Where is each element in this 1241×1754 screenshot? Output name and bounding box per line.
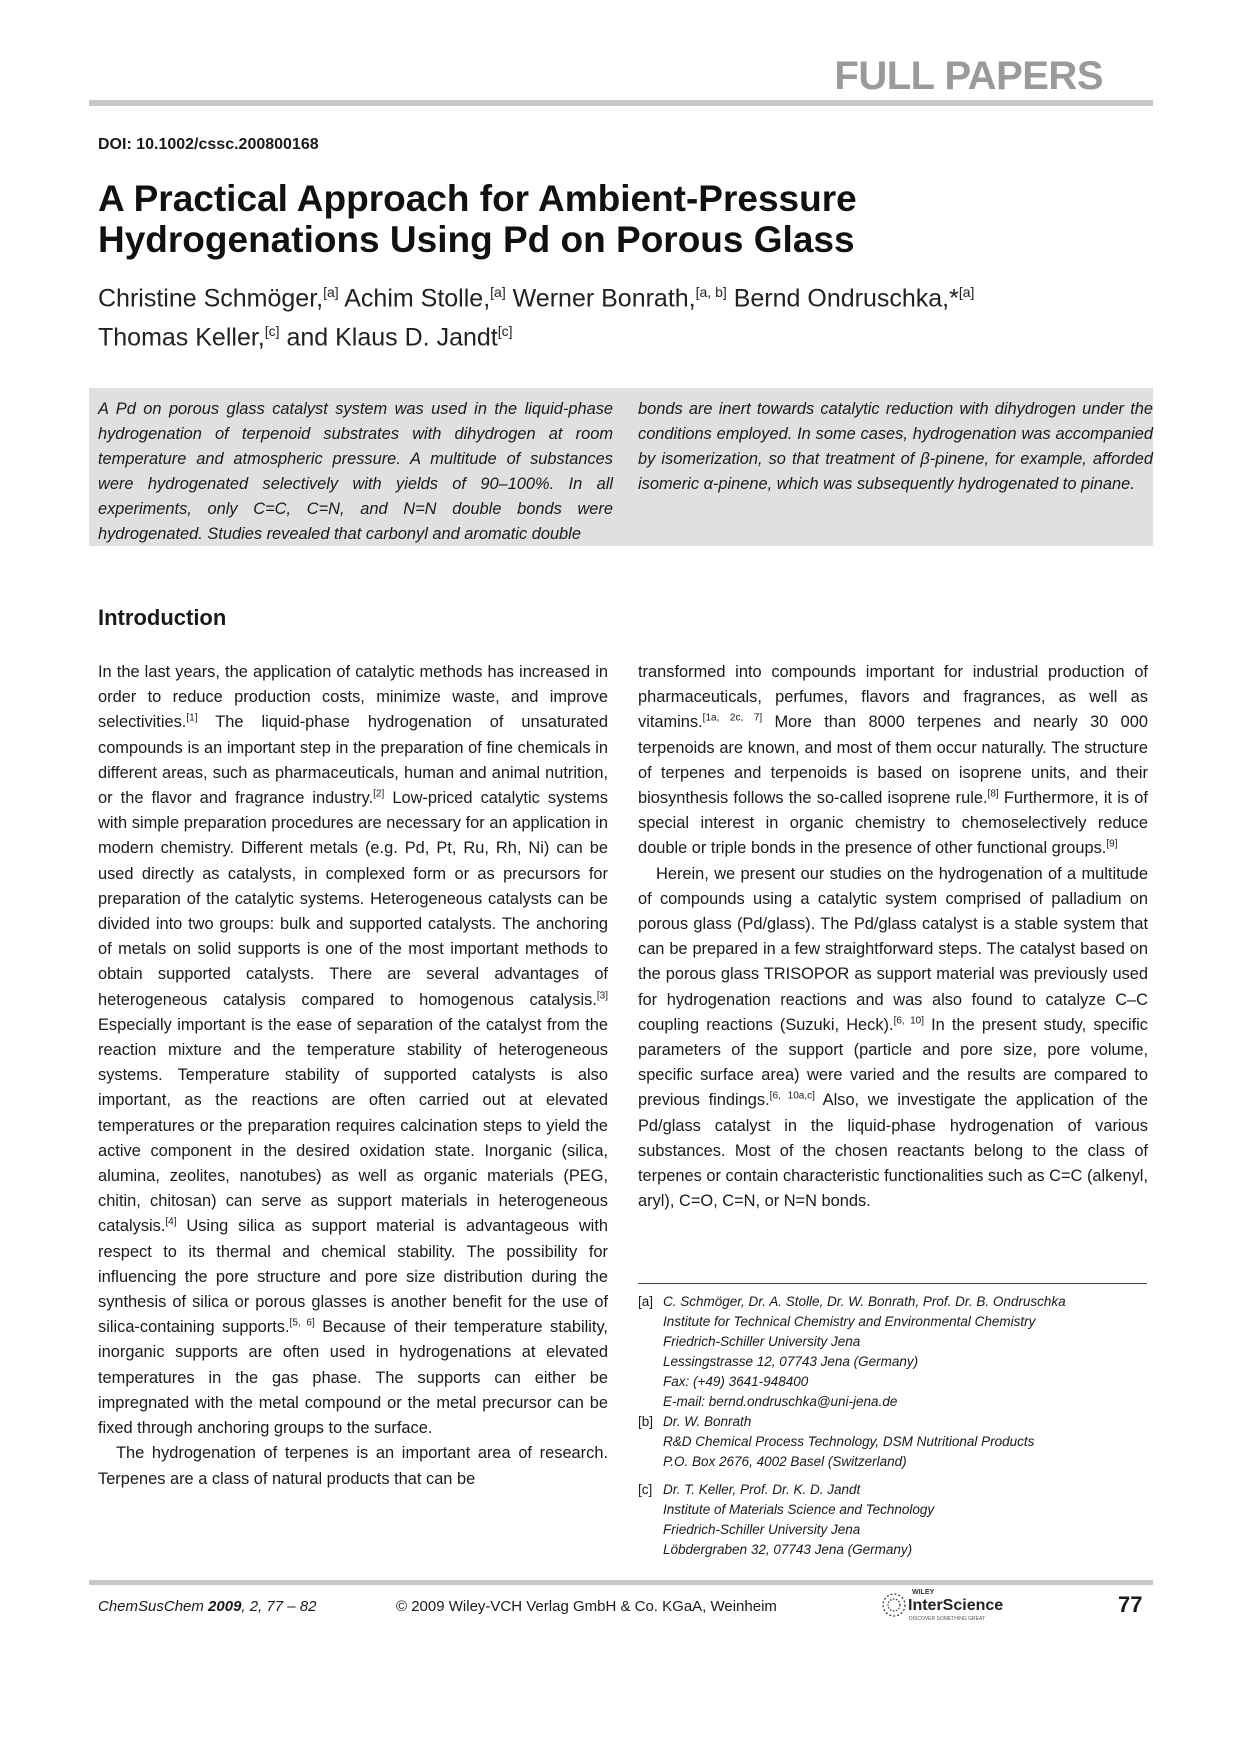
affiliation-line: E-mail: bernd.ondruschka@uni-jena.de xyxy=(663,1394,898,1409)
text: Also, we investigate the application of the Pd/glass catalyst in the liquid-phase hydrogenation of various substances. Most of the chosen reactants belong to the class of terpenes or contain characteristic functionalities such as C=C (alkenyl, aryl), C=O, C=N, or N=N bonds. xyxy=(638,1091,1148,1211)
text: transformed into compounds important for industrial production of pharmaceuticals, perfumes, flavors and fragrances, as well as vitamins. xyxy=(638,663,1148,732)
author-name: Werner Bonrath, xyxy=(505,284,696,313)
affiliation-line: Fax: (+49) 3641-948400 xyxy=(663,1374,809,1389)
affiliation-line: P.O. Box 2676, 4002 Basel (Switzerland) xyxy=(663,1454,907,1469)
affiliation-text xyxy=(663,1480,1153,1560)
abstract-right-column xyxy=(638,397,1153,497)
paragraph: The hydrogenation of terpenes is an important area of research. Terpenes are a class of natural products that can be xyxy=(98,1444,608,1488)
journal-name: ChemSusChem xyxy=(98,1598,209,1615)
text: More than 8000 terpenes and nearly 30 000 terpenoids are known, and most of them occur naturally. The structure of terpenes and terpenoids is based on isoprene units, and their biosynthesis follows the so-called isoprene rule. xyxy=(638,713,1148,808)
affiliation-marker: [a] xyxy=(490,284,506,300)
author-name: and Klaus D. Jandt xyxy=(279,323,498,352)
body-right-column xyxy=(638,660,1148,1214)
affiliation-line: R&D Chemical Process Technology, DSM Nutritional Products xyxy=(663,1434,1035,1449)
author-name: Thomas Keller, xyxy=(98,323,265,352)
affiliation-line: Lessingstrasse 12, 07743 Jena (Germany) xyxy=(663,1354,919,1369)
affiliation-rule xyxy=(638,1283,1147,1284)
logo-interscience: InterScience xyxy=(908,1597,1004,1614)
author-line-2 xyxy=(98,315,1118,354)
affiliation-a xyxy=(638,1292,1153,1412)
affiliation-line: C. Schmöger, Dr. A. Stolle, Dr. W. Bonrath, Prof. Dr. B. Ondruschka xyxy=(663,1294,1066,1309)
text: The liquid-phase hydrogenation of unsaturated compounds is an important step in the preparation of fine chemicals in different areas, such as pharmaceuticals, human and animal nutrition, or the flavor and fragrance industry. xyxy=(98,713,608,808)
citation: [8] xyxy=(987,788,999,800)
logo-tagline: DISCOVER SOMETHING GREAT xyxy=(909,1616,986,1622)
paragraph xyxy=(638,660,1148,862)
text: Herein, we present our studies on the hydrogenation of a multitude of compounds using a catalytic system comprised of palladium on porous glass (Pd/glass). The Pd/glass catalyst is a stable system that can be prepared in a few straightforward steps. The catalyst based on the porous glass TRISOPOR as support material was previously used for hydrogenation reactions and was also found to catalyze C–C coupling reactions (Suzuki, Heck). xyxy=(638,864,1148,1034)
body-left-column xyxy=(98,660,608,1492)
doi: DOI: 10.1002/cssc.200800168 xyxy=(98,136,319,153)
text: Because of their temperature stability, inorganic supports are often used in hydrogenations at elevated temperatures in the gas phase. The supports can either be impregnated with the metal compound or the metal precursor can be fixed through anchoring groups to the surface. xyxy=(98,1318,608,1438)
affiliation-line: Institute for Technical Chemistry and Environmental Chemistry xyxy=(663,1314,1036,1329)
title-line-1: A Practical Approach for Ambient-Pressure xyxy=(98,178,857,219)
abstract-text: bonds are inert towards catalytic reduction with dihydrogen under the conditions employed. In some cases, hydrogenation was accompanied by isomerization, so that treatment of β-pinene, for example, afforded isomeric α-pinene, which was subsequently hydrogenated to pinane. xyxy=(638,400,1153,493)
abstract-text: A Pd on porous glass catalyst system was used in the liquid-phase hydrogenation of terpenoid substrates with dihydrogen at room temperature and atmospheric pressure. A multitude of substances were hydrogenated selectively with yields of 90–100%. In all experiments, only C=C, C=N, and N=N double bonds were hydrogenated. Studies revealed that carbonyl and aromatic double xyxy=(98,400,613,543)
text: Using silica as support material is advantageous with respect to its thermal and chemical stability. The possibility for influencing the pore structure and pore size distribution during the synthesis of silica or porous glasses is another benefit for the use of silica-containing supports. xyxy=(98,1217,608,1337)
citation: [2] xyxy=(373,788,385,800)
citation: [4] xyxy=(165,1217,177,1228)
affiliation-text xyxy=(663,1412,1153,1472)
citation: [9] xyxy=(1106,838,1118,850)
affiliation-c xyxy=(638,1480,1153,1560)
text: In the present study, specific parameters of the support (particle and pore size, pore volume, specific surface area) were varied and the results are compared to previous findings. xyxy=(638,1015,1148,1110)
affiliation-line: Löbdergraben 32, 07743 Jena (Germany) xyxy=(663,1542,913,1557)
citation: [5, 6] xyxy=(289,1317,315,1329)
citation: [6, 10a,c] xyxy=(769,1090,815,1102)
globe-icon xyxy=(883,1594,905,1616)
affiliation-marker: [a] xyxy=(958,284,975,300)
journal-citation xyxy=(98,1598,316,1615)
interscience-logo xyxy=(878,1585,1038,1625)
affiliation-marker: [c] xyxy=(264,323,280,340)
author-line-1 xyxy=(98,276,1118,315)
article-title xyxy=(98,178,1098,260)
section-heading: Introduction xyxy=(98,605,227,630)
paragraph xyxy=(98,660,608,1441)
copyright: © 2009 Wiley-VCH Verlag GmbH & Co. KGaA, Weinheim xyxy=(396,1598,777,1615)
affiliation-marker: [c] xyxy=(497,323,513,340)
page-number: 77 xyxy=(1118,1592,1143,1617)
author-list xyxy=(98,276,1118,355)
header-rule xyxy=(89,100,1153,106)
journal-year: 2009 xyxy=(208,1598,242,1615)
citation: [1a, 2c, 7] xyxy=(702,712,763,724)
section-label: FULL PAPERS xyxy=(834,54,1103,98)
affiliation-line: Friedrich-Schiller University Jena xyxy=(663,1522,861,1537)
affiliation-marker: [a] xyxy=(323,284,339,300)
abstract-left-column xyxy=(98,397,613,547)
title-line-2: Hydrogenations Using Pd on Porous Glass xyxy=(98,219,855,260)
affiliation-b xyxy=(638,1412,1153,1472)
affiliation-line: Friedrich-Schiller University Jena xyxy=(663,1334,861,1349)
affiliation-line: Dr. T. Keller, Prof. Dr. K. D. Jandt xyxy=(663,1482,861,1497)
author-name: Achim Stolle, xyxy=(338,284,491,313)
citation: [6, 10] xyxy=(893,1015,924,1027)
author-name: Christine Schmöger, xyxy=(98,284,324,313)
paragraph xyxy=(638,862,1148,1215)
citation: [3] xyxy=(596,990,608,1002)
journal-volume: , 2, 77 – 82 xyxy=(241,1598,317,1615)
affiliation-marker: [a, b] xyxy=(695,284,727,300)
text: In the last years, the application of catalytic methods has increased in order to reduce production costs, minimize waste, and improve selectivities. xyxy=(98,663,608,732)
text: Furthermore, it is of special interest in organic chemistry to chemoselectively reduce double or triple bonds in the presence of other functional groups. xyxy=(638,789,1148,858)
affiliation-label: [a] xyxy=(638,1294,654,1309)
affiliation-line: Institute of Materials Science and Technology xyxy=(663,1502,935,1517)
citation: [1] xyxy=(186,712,198,724)
affiliation-text xyxy=(663,1292,1153,1412)
affiliation-label: [b] xyxy=(638,1414,654,1429)
affiliation-label: [c] xyxy=(638,1482,653,1497)
author-name: Bernd Ondruschka,* xyxy=(726,284,959,313)
text: Low-priced catalytic systems with simple preparation procedures are necessary for an application in modern chemistry. Different metals (e.g. Pd, Pt, Ru, Rh, Ni) can be used directly as catalysts, in complexed form or as precursors for preparation of the catalytic systems. Heterogeneous catalysts can be divided into two groups: bulk and supported catalysts. The anchoring of metals on solid supports is one of the most important methods to obtain supported catalysts. There are several advantages of heterogeneous catalysis compared to homogenous catalysis. xyxy=(98,789,608,1009)
logo-wiley: WILEY xyxy=(912,1589,935,1596)
affiliation-line: Dr. W. Bonrath xyxy=(663,1414,752,1429)
text: Especially important is the ease of separation of the catalyst from the reaction mixture and the temperature stability of heterogeneous systems. Temperature stability of supported catalysts is also important, as the reactions are often carried out at elevated temperatures or the preparation requires calcination steps to yield the active component in the desired oxidation state. Inorganic (silica, alumina, zeolites, nanotubes) as well as organic materials (PEG, chitin, chitosan) can serve as support materials in heterogeneous catalysis. xyxy=(98,1015,608,1236)
